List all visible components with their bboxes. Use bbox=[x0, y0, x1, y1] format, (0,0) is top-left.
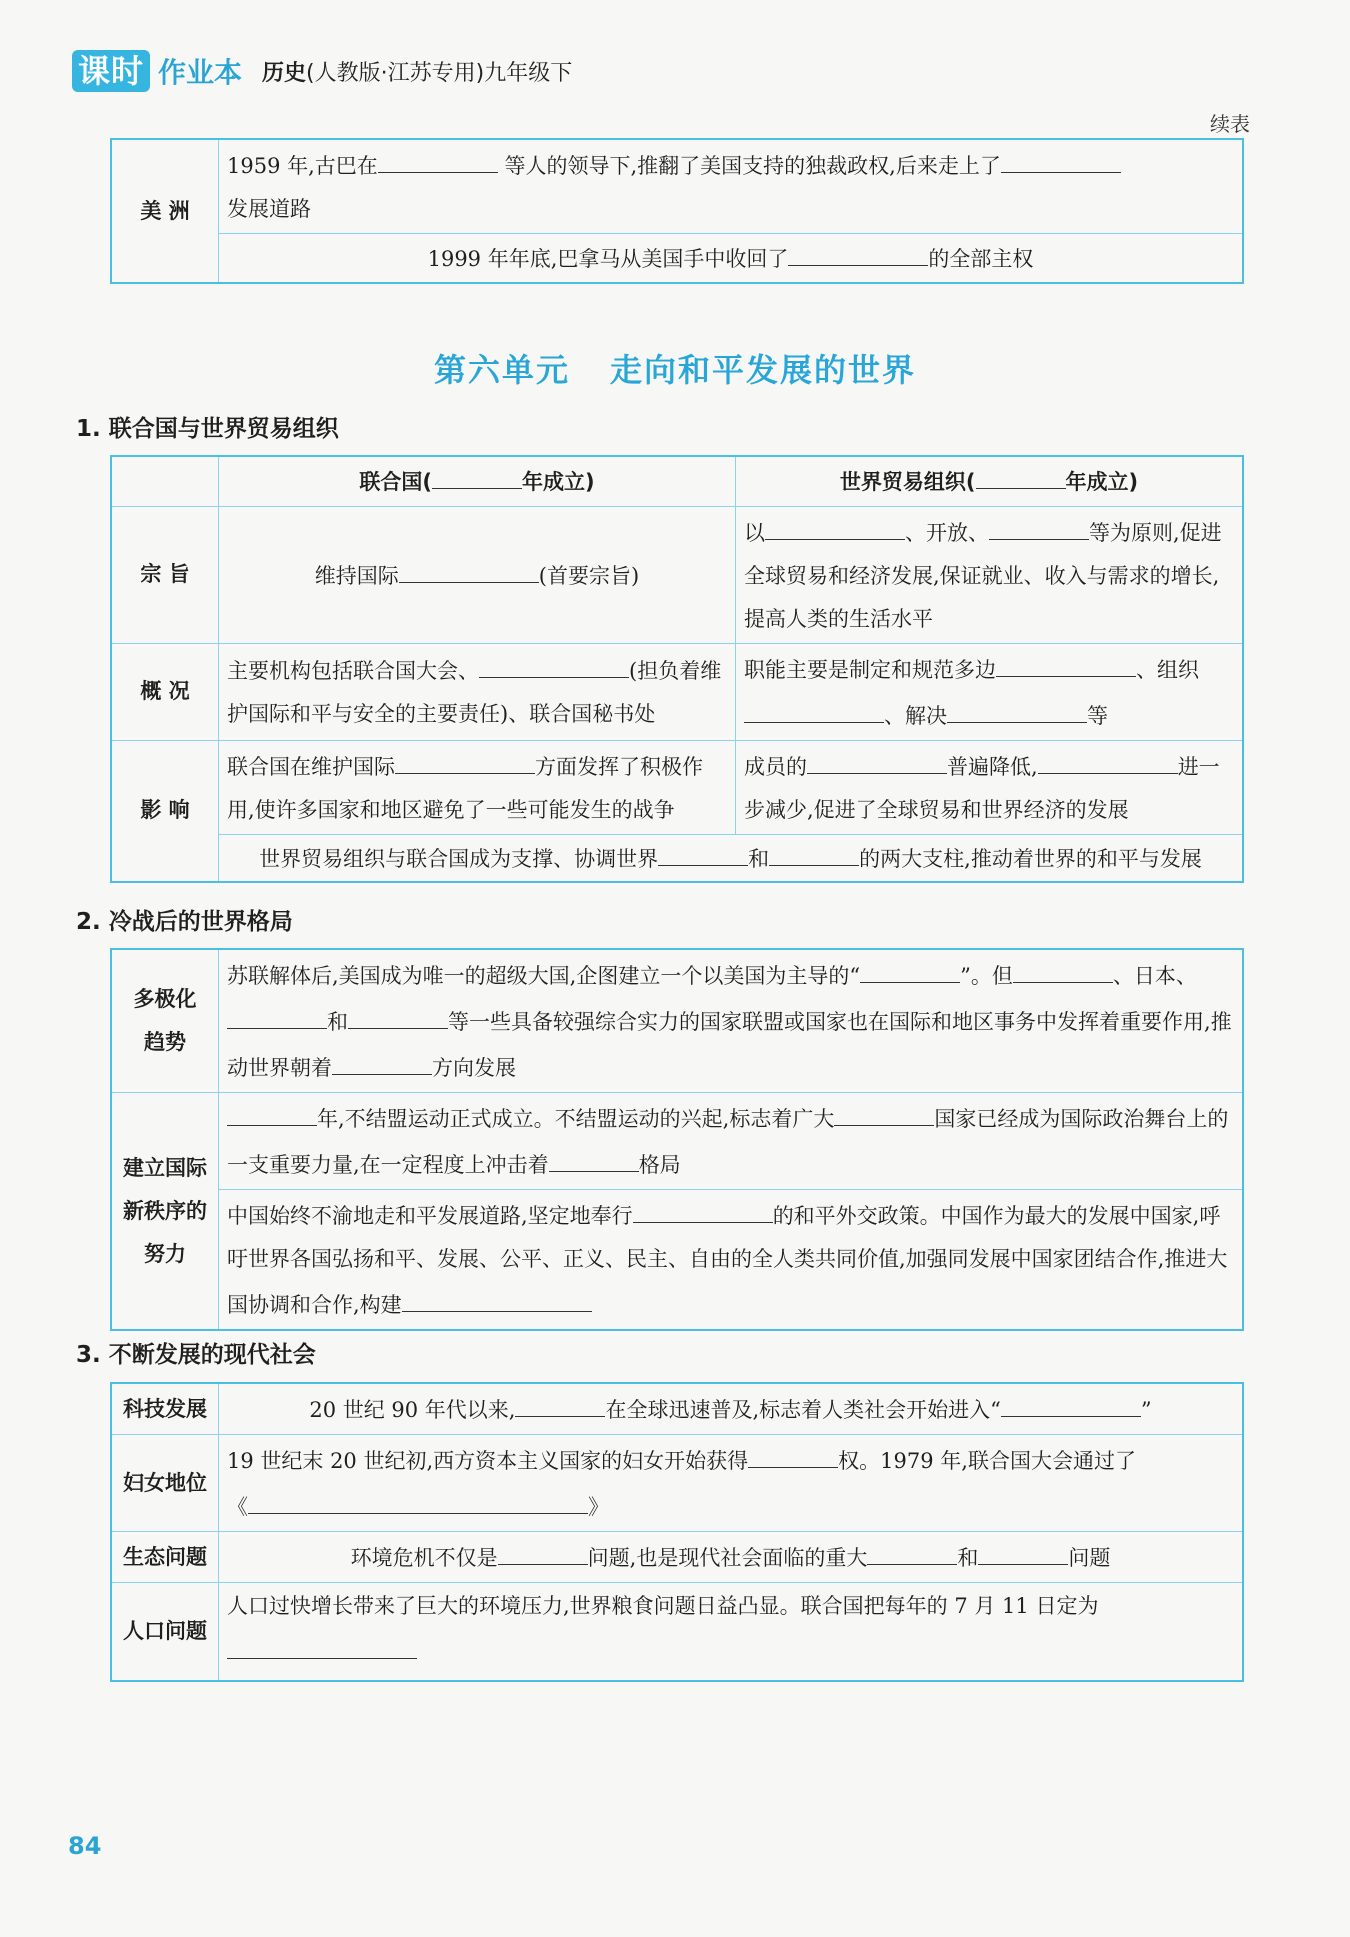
text: 问题 bbox=[1068, 1546, 1111, 1570]
purpose-label: 宗 旨 bbox=[111, 506, 219, 643]
blank[interactable] bbox=[332, 1044, 432, 1075]
blank[interactable] bbox=[515, 1386, 605, 1417]
text: 、解决 bbox=[884, 703, 947, 728]
blank[interactable] bbox=[1001, 142, 1121, 173]
blank[interactable] bbox=[989, 509, 1089, 540]
subject: 历史 bbox=[262, 60, 307, 86]
text: 新秩序的 bbox=[123, 1198, 207, 1223]
wto-header bbox=[736, 456, 1244, 506]
impact-un bbox=[219, 740, 736, 834]
population-content bbox=[219, 1583, 1244, 1682]
blank[interactable] bbox=[1013, 952, 1113, 983]
un-header bbox=[219, 456, 736, 506]
blank[interactable] bbox=[432, 458, 522, 489]
blank[interactable] bbox=[378, 142, 498, 173]
blank[interactable] bbox=[658, 835, 748, 866]
text: 年,不结盟运动正式成立。不结盟运动的兴起,标志着广大 bbox=[317, 1107, 835, 1131]
text: 普遍降低, bbox=[947, 754, 1038, 779]
blank[interactable] bbox=[860, 952, 960, 983]
text: 发展道路 bbox=[227, 197, 311, 221]
text: 《 bbox=[227, 1495, 248, 1519]
text: 世界贸易组织( bbox=[839, 470, 976, 495]
text: 20 世纪 90 年代以来, bbox=[309, 1398, 516, 1422]
logo bbox=[72, 50, 242, 92]
text: 1959 年,古巴在 bbox=[227, 154, 378, 178]
blank[interactable] bbox=[348, 998, 448, 1029]
unit-title bbox=[0, 345, 1350, 391]
text: 国家已经成为国际政治舞台上的一支重要力量,在一定程度上冲击着 bbox=[227, 1107, 1229, 1177]
tech-content bbox=[219, 1383, 1244, 1435]
text: 世界贸易组织与联合国成为支撑、协调世界 bbox=[259, 846, 659, 871]
text: 、组织 bbox=[1136, 657, 1199, 682]
text: 、开放、 bbox=[905, 520, 989, 545]
text: 等人的领导下,推翻了美国支持的独裁政权,后来走上了 bbox=[504, 154, 1001, 178]
blank[interactable] bbox=[1001, 1386, 1141, 1417]
blank[interactable] bbox=[402, 1281, 592, 1312]
america-label: 美 洲 bbox=[111, 139, 219, 283]
modern-society-table bbox=[110, 1382, 1244, 1682]
overview-wto bbox=[736, 643, 1244, 740]
blank[interactable] bbox=[807, 743, 947, 774]
blank[interactable] bbox=[227, 1628, 417, 1659]
text: 在全球迅速普及,标志着人类社会开始进入“ bbox=[605, 1398, 1001, 1422]
text: 问题,也是现代社会面临的重大 bbox=[587, 1546, 868, 1570]
blank[interactable] bbox=[976, 458, 1066, 489]
blank[interactable] bbox=[498, 1534, 588, 1565]
text: 多极化 bbox=[133, 987, 197, 1011]
blank[interactable] bbox=[479, 647, 629, 678]
blank[interactable] bbox=[1038, 743, 1178, 774]
impact-label: 影 响 bbox=[111, 740, 219, 882]
blank[interactable] bbox=[996, 646, 1136, 677]
blank[interactable] bbox=[399, 552, 539, 583]
text: 联合国( bbox=[359, 470, 432, 495]
text: 方向发展 bbox=[432, 1056, 516, 1080]
text: (首要宗旨) bbox=[538, 563, 640, 588]
blank[interactable] bbox=[248, 1483, 588, 1514]
text: 的全部主权 bbox=[928, 247, 1034, 271]
section-3-title: 3. 不断发展的现代社会 bbox=[76, 1342, 316, 1368]
tech-label: 科技发展 bbox=[111, 1383, 219, 1435]
impact-both bbox=[219, 834, 1244, 882]
text: 维持国际 bbox=[314, 563, 399, 588]
text: 成员的 bbox=[744, 754, 807, 779]
text: 1999 年年底,巴拿马从美国手中收回了 bbox=[427, 247, 789, 271]
text: 环境危机不仅是 bbox=[350, 1546, 498, 1570]
un-wto-table bbox=[110, 455, 1244, 883]
women-content bbox=[219, 1435, 1244, 1532]
america-row2 bbox=[219, 234, 1244, 284]
header-subject bbox=[262, 56, 572, 87]
blank[interactable] bbox=[947, 692, 1087, 723]
women-label: 妇女地位 bbox=[111, 1435, 219, 1532]
overview-label: 概 况 bbox=[111, 643, 219, 740]
new-order-label bbox=[111, 1093, 219, 1331]
impact-wto bbox=[736, 740, 1244, 834]
unit-name: 走向和平发展的世界 bbox=[610, 351, 917, 389]
overview-un bbox=[219, 643, 736, 740]
text: 等 bbox=[1087, 703, 1108, 728]
unit-number: 第六单元 bbox=[433, 351, 570, 389]
multipolar-content bbox=[219, 949, 1244, 1093]
america-table bbox=[110, 138, 1244, 284]
logo-sub: 作业本 bbox=[158, 56, 243, 89]
blank[interactable] bbox=[633, 1192, 773, 1223]
blank[interactable] bbox=[788, 235, 928, 266]
blank[interactable] bbox=[549, 1141, 639, 1172]
text: 中国始终不渝地走和平发展道路,坚定地奉行 bbox=[227, 1204, 633, 1228]
blank[interactable] bbox=[227, 1095, 317, 1126]
text: 和 bbox=[327, 1010, 348, 1034]
blank[interactable] bbox=[769, 835, 859, 866]
text: ” bbox=[1140, 1398, 1152, 1422]
text: 和 bbox=[957, 1546, 979, 1570]
text: 格局 bbox=[638, 1153, 681, 1177]
blank[interactable] bbox=[748, 1437, 838, 1468]
page-number: 84 bbox=[68, 1832, 102, 1860]
page-header bbox=[72, 48, 572, 94]
world-pattern-table bbox=[110, 948, 1244, 1331]
text: 联合国在维护国际 bbox=[227, 754, 395, 779]
blank[interactable] bbox=[227, 998, 327, 1029]
text: 年成立) bbox=[522, 470, 595, 495]
america-row1 bbox=[219, 139, 1244, 234]
blank[interactable] bbox=[978, 1534, 1068, 1565]
corner-cell bbox=[111, 456, 219, 506]
continued-label: 续表 bbox=[1210, 112, 1250, 136]
text: 方面发挥了积极作用,使许多国家和地区避免了一些可能发生的战争 bbox=[227, 754, 703, 822]
text: 进一步减少,促进了全球贸易和世界经济的发展 bbox=[744, 754, 1220, 822]
text: 人口过快增长带来了巨大的环境压力,世界粮食问题日益凸显。联合国把每年的 7 月 11 日定为 bbox=[227, 1594, 1099, 1618]
text: 趋势 bbox=[144, 1030, 186, 1054]
text: 等为原则,促进全球贸易和经济发展,保证就业、收入与需求的增长,提高人类的生活水平 bbox=[744, 520, 1222, 631]
text: 苏联解体后,美国成为唯一的超级大国,企图建立一个以美国为主导的“ bbox=[227, 964, 861, 988]
blank[interactable] bbox=[867, 1534, 957, 1565]
text: 努力 bbox=[144, 1241, 186, 1266]
blank[interactable] bbox=[395, 743, 535, 774]
ecology-label: 生态问题 bbox=[111, 1532, 219, 1583]
text: 和 bbox=[748, 846, 770, 871]
purpose-wto bbox=[736, 506, 1244, 643]
blank[interactable] bbox=[765, 509, 905, 540]
text: 年成立) bbox=[1065, 470, 1139, 495]
text: 等一些具备较强综合实力的国家联盟或国家也在国际和地区事务中发挥着重要作用,推动世界朝着 bbox=[227, 1010, 1232, 1080]
purpose-un bbox=[219, 506, 736, 643]
text: 建立国际 bbox=[123, 1155, 207, 1180]
edition: (人教版·江苏专用)九年级下 bbox=[306, 60, 573, 86]
new-order-row2 bbox=[219, 1190, 1244, 1331]
text: 主要机构包括联合国大会、 bbox=[227, 659, 479, 683]
text: 、日本、 bbox=[1112, 964, 1197, 988]
text: 职能主要是制定和规范多边 bbox=[744, 657, 996, 682]
text: (担负着维护国际和平与安全的主要责任)、联合国秘书处 bbox=[227, 659, 722, 726]
multipolar-label bbox=[111, 949, 219, 1093]
text: 的两大支柱,推动着世界的和平与发展 bbox=[859, 846, 1202, 871]
section-2-title: 2. 冷战后的世界格局 bbox=[76, 909, 293, 935]
text: 权。1979 年,联合国大会通过了 bbox=[838, 1449, 1136, 1473]
text: 》 bbox=[588, 1495, 609, 1519]
population-label: 人口问题 bbox=[111, 1583, 219, 1682]
text: 以 bbox=[744, 520, 765, 545]
ecology-content bbox=[219, 1532, 1244, 1583]
text: ”。但 bbox=[960, 964, 1013, 988]
text: 19 世纪末 20 世纪初,西方资本主义国家的妇女开始获得 bbox=[227, 1449, 749, 1473]
section-1-title: 1. 联合国与世界贸易组织 bbox=[76, 416, 339, 442]
logo-main: 课时 bbox=[72, 50, 150, 92]
blank[interactable] bbox=[834, 1095, 934, 1126]
text: 的和平外交政策。中国作为最大的发展中国家,呼吁世界各国弘扬和平、发展、公平、正义、民主、自由的全人类共同价值,加强同发展中国家团结合作,推进大国协调和合作,构建 bbox=[227, 1204, 1228, 1317]
blank[interactable] bbox=[744, 692, 884, 723]
new-order-row1 bbox=[219, 1093, 1244, 1190]
